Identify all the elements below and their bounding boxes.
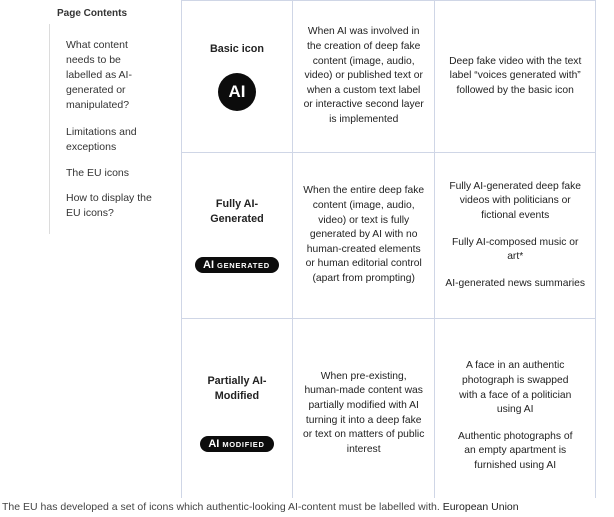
- toc-item-limitations[interactable]: Limitations and exceptions: [66, 126, 137, 153]
- example-text: Fully AI-generated deep fake videos with politicians or fictional events: [449, 180, 582, 221]
- table-row: [182, 153, 596, 319]
- table-of-contents: [49, 24, 165, 234]
- description-cell: When the entire deep fake content (image, audio, video) or text is fully generated by AI with no human-created elements or human editorial control (apart from prompting): [292, 153, 435, 319]
- description-cell: When AI was involved in the creation of deep fake content (image, audio, video) or published text or when a custom text label or interactive second layer is implemented: [292, 1, 435, 153]
- ai-modified-icon: [200, 436, 273, 452]
- example-text: A face in an authentic photograph is swapped with a face of a politician using AI: [459, 360, 572, 416]
- badge-word-text: MODIFIED: [222, 440, 265, 450]
- page-contents-title: Page Contents: [57, 8, 128, 19]
- badge-ai-text: AI: [203, 259, 215, 272]
- toc-item-display-icons[interactable]: How to display the EU icons?: [66, 192, 152, 219]
- caption-credit: European Union: [442, 501, 519, 513]
- toc-item-eu-icons[interactable]: The EU icons: [66, 167, 130, 179]
- table-row: [182, 319, 596, 499]
- examples-cell: [435, 1, 596, 153]
- description-cell: When pre-existing, human-made content was partially modified with AI turning it into a deep fake or text on matters of public interest: [292, 319, 435, 499]
- image-caption: [2, 501, 519, 513]
- ai-basic-icon: AI: [218, 73, 256, 111]
- example-text: Deep fake video with the text label “voices generated with” followed by the basic icon: [449, 55, 582, 96]
- eu-icons-table-wrapper: [181, 0, 596, 498]
- icon-cell: [182, 319, 293, 499]
- eu-icons-table: [181, 0, 596, 498]
- toc-item-content-to-label[interactable]: What content needs to be labelled as AI-generated or manipulated?: [66, 39, 132, 111]
- badge-ai-text: AI: [208, 438, 220, 451]
- ai-generated-icon: [195, 257, 279, 273]
- icon-cell: [182, 1, 293, 153]
- icon-name: Fully AI-Generated: [210, 198, 264, 226]
- table-row: [182, 1, 596, 153]
- example-text: Fully AI-composed music or art*: [451, 236, 579, 263]
- examples-cell: [435, 153, 596, 319]
- badge-word-text: GENERATED: [217, 261, 270, 271]
- example-text: AI-generated news summaries: [445, 277, 586, 289]
- icon-name: Basic icon: [209, 43, 264, 55]
- icon-cell: [182, 153, 293, 319]
- example-text: Authentic photographs of an empty apartment is furnished using AI: [457, 430, 573, 471]
- examples-cell: [435, 319, 596, 499]
- icon-name: Partially AI-Modified: [207, 375, 267, 403]
- caption-text: The EU has developed a set of icons which authentic-looking AI-content must be labelled with.: [2, 501, 440, 513]
- page-contents-sidebar: [40, 0, 170, 498]
